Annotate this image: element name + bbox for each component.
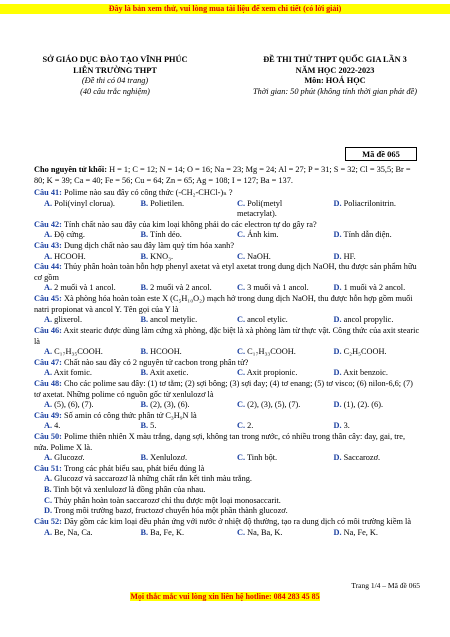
option-text: 3. [341, 421, 350, 431]
question-stem: Polime nào sau đây có công thức (-CH₂-CHCl-)ₙ ? [61, 188, 233, 197]
question-41 [34, 188, 420, 199]
answer-option[interactable] [131, 283, 228, 294]
question-stem: Dung dịch chất nào sau đây làm quỳ tím hóa xanh? [61, 241, 235, 251]
option-text: Glucozơ. [52, 453, 85, 463]
option-letter: D. [333, 527, 342, 537]
option-text: 5. [148, 421, 157, 431]
option-text: Ba, Fe, K. [148, 527, 185, 537]
question-49 [34, 411, 420, 422]
option-letter: B. [140, 230, 149, 240]
option-letter: B. [140, 368, 149, 378]
option-text: KNO₃. [148, 251, 174, 261]
option-text: Saccarozơ. [341, 453, 381, 463]
subject: Môn: HOÁ HỌC [304, 76, 366, 86]
option-letter: D. [333, 315, 342, 325]
question-stem: Tính chất nào sau đây của kim loại không phải do các electron tự do gây ra? [61, 219, 317, 229]
option-letter: C. [237, 421, 246, 431]
question-47 [34, 358, 420, 369]
question-42 [34, 220, 420, 231]
answer-option[interactable] [131, 528, 228, 539]
option-letter: B. [140, 453, 149, 463]
answer-option[interactable] [324, 528, 421, 539]
option-text: Axit axetic. [148, 368, 189, 378]
answer-option[interactable] [34, 528, 131, 539]
option-text: Poli(vinyl clorua). [52, 198, 115, 208]
option-letter: C. [237, 315, 246, 325]
option-text: Tính dẻo. [148, 230, 182, 240]
answer-option[interactable] [34, 453, 131, 464]
question-stem: Dãy gồm các kim loại đều phản ứng với nước ở nhiệt độ thường, tạo ra dung dịch có môi trường kiềm là [61, 516, 412, 526]
option-text: ancol propylic. [341, 315, 394, 325]
options-row [34, 528, 420, 539]
answer-option[interactable] [227, 347, 324, 358]
option-letter: B. [140, 315, 149, 325]
question-stem: Xà phòng hóa hoàn toàn este X (C₅H₁₀O₂) mạch hở trong dung dịch NaOH, thu được hỗn hợp gồm muối natri propionat và ancol Y. Tên gọi của Y là [34, 294, 413, 314]
option-letter: C. [44, 495, 53, 505]
option-letter: C. [237, 230, 246, 240]
answer-option[interactable] [227, 368, 324, 379]
option-text: Axit benzoic. [341, 368, 388, 378]
options-row [34, 347, 420, 358]
option-letter: C. [237, 347, 246, 357]
answer-option[interactable] [227, 230, 324, 241]
page-count: (Đề thi có 04 trang) [81, 76, 149, 86]
header-right [230, 55, 440, 97]
answer-option[interactable] [131, 199, 228, 220]
option-text: 1 muối và 2 ancol. [341, 283, 406, 293]
preview-banner [0, 4, 450, 14]
answer-option[interactable] [131, 453, 228, 464]
option-text: (1), (2). (6). [341, 400, 384, 410]
question-stem: Số amin có công thức phân tử C₃H₉N là [61, 410, 197, 420]
hotline-text: Mọi thắc mắc vui lòng xin liên hệ hotline: 084 283 45 85 [130, 592, 320, 601]
option-letter: D. [333, 283, 342, 293]
option-text: glixerol. [52, 315, 83, 325]
answer-option[interactable] [324, 421, 421, 432]
option-letter: D. [333, 421, 342, 431]
question-stem: Polime thiên nhiên X màu trắng, dạng sợi, không tan trong nước, có nhiều trong thân cây: đay, gai, tre, nứa. Polime X là. [34, 432, 406, 452]
option-text: C₁₇H₃₃COOH. [245, 347, 296, 357]
option-text: Glucozơ và saccarozơ là những chất rắn kết tinh màu trắng. [52, 474, 252, 484]
answer-option[interactable] [324, 230, 421, 241]
option-letter: A. [44, 230, 53, 240]
answer-option[interactable] [34, 252, 131, 263]
answer-option[interactable] [324, 199, 421, 220]
option-text: HCOOH. [148, 347, 182, 357]
question-51 [34, 464, 420, 475]
atomic-masses-label: Cho nguyên tử khối: [34, 165, 107, 174]
hotline-banner [0, 592, 450, 602]
answer-option[interactable] [34, 199, 131, 220]
option-text: Độ cứng. [52, 230, 85, 240]
answer-option[interactable] [131, 252, 228, 263]
answer-option[interactable] [34, 421, 131, 432]
question-stem: Trong các phát biểu sau, phát biểu đúng là [61, 463, 205, 473]
option-text: NaOH. [245, 251, 271, 261]
question-stem: Chất nào sau đây có 2 nguyên tử cacbon trong phân tử? [61, 357, 249, 367]
option-letter: A. [44, 283, 53, 293]
question-number: Câu 48: [34, 378, 62, 388]
question-number: Câu 41: [34, 188, 62, 197]
option-letter: B. [140, 251, 149, 261]
question-number: Câu 46: [34, 325, 62, 335]
option-text: (2), (3), (5), (7). [245, 400, 301, 410]
atomic-masses [34, 165, 420, 186]
answer-option[interactable] [227, 252, 324, 263]
option-text: C₁₇H₃₅COOH. [52, 347, 103, 357]
answer-option[interactable] [227, 400, 324, 411]
option-text: Xenlulozơ. [148, 453, 188, 463]
answer-option[interactable] [131, 400, 228, 411]
option-letter: C. [237, 400, 246, 410]
answer-option[interactable] [227, 421, 324, 432]
option-letter: C. [237, 198, 246, 208]
question-number: Câu 52: [34, 516, 62, 526]
options-row [34, 252, 420, 263]
answer-option[interactable] [34, 506, 420, 517]
question-number: Câu 51: [34, 463, 62, 473]
option-text: Trong môi trường bazơ, fructozơ chuyển hóa một phần thành glucozơ. [52, 506, 288, 516]
option-letter: B. [140, 400, 149, 410]
question-45 [34, 294, 420, 315]
option-text: Na, Fe, K. [341, 527, 378, 537]
option-text: ancol metylic. [148, 315, 198, 325]
answer-option[interactable] [324, 400, 421, 411]
option-letter: D. [44, 506, 53, 516]
options-row [34, 400, 420, 411]
option-text: ancol etylic. [245, 315, 288, 325]
option-letter: B. [44, 485, 52, 495]
question-number: Câu 44: [34, 262, 62, 272]
option-letter: D. [333, 198, 342, 208]
answer-option[interactable] [131, 315, 228, 326]
option-text: (5), (6), (7). [52, 400, 94, 410]
preview-banner-text: Đây là bản xem thử, vui lòng mua tài liệu để xem chi tiết (có lời giải) [108, 4, 342, 13]
answer-option[interactable] [131, 368, 228, 379]
answer-option[interactable] [324, 368, 421, 379]
answer-option[interactable] [131, 421, 228, 432]
option-letter: B. [140, 198, 149, 208]
answer-option[interactable] [34, 283, 131, 294]
question-number: Câu 42: [34, 219, 62, 229]
option-letter: C. [237, 368, 246, 378]
exam-title: ĐỀ THI THỬ THPT QUỐC GIA LẦN 3 [263, 55, 407, 64]
option-text: Tinh bột và xenlulozơ là đồng phân của nhau. [51, 485, 206, 495]
option-text: Na, Ba, K. [245, 527, 283, 537]
answer-option[interactable] [34, 315, 131, 326]
option-letter: B. [140, 347, 149, 357]
options-row [34, 199, 420, 220]
answer-option[interactable] [34, 496, 420, 507]
option-letter: A. [44, 198, 53, 208]
answer-option[interactable] [34, 368, 131, 379]
answer-option[interactable] [34, 230, 131, 241]
answer-option[interactable] [227, 199, 324, 220]
options-row [34, 453, 420, 464]
option-letter: A. [44, 400, 53, 410]
option-text: Tinh bột. [245, 453, 278, 463]
answer-option[interactable] [324, 315, 421, 326]
option-text: Ánh kim. [245, 230, 279, 240]
option-letter: A. [44, 474, 53, 484]
option-text: C₂H₅COOH. [341, 347, 387, 357]
option-text: Be, Na, Ca. [52, 527, 93, 537]
option-text: Axit fomic. [52, 368, 92, 378]
answer-option[interactable] [324, 453, 421, 464]
question-number: Câu 49: [34, 410, 62, 420]
answer-option[interactable] [227, 453, 324, 464]
question-50 [34, 432, 420, 453]
answer-option[interactable] [34, 400, 131, 411]
question-46 [34, 326, 420, 347]
answer-option[interactable] [227, 528, 324, 539]
question-number: Câu 45: [34, 294, 62, 304]
option-text: 2. [245, 421, 254, 431]
question-list [34, 188, 420, 538]
option-text: (2), (3), (6). [148, 400, 190, 410]
page-footer: Trang 1/4 – Mã đề 065 [351, 581, 420, 590]
option-letter: D. [333, 453, 342, 463]
option-letter: B. [140, 527, 149, 537]
answer-option[interactable] [227, 315, 324, 326]
atomic-masses-values: H = 1; C = 12; N = 14; O = 16; Na = 23; Mg = 24; Al = 27; P = 31; S = 32; Cl = 35,5; Br = 80; K = 39; Ca = 40; Fe = 56; Cu = 64; Zn = 65; Ag = 108; I = 127; Ba = 137. [34, 165, 411, 185]
option-letter: C. [237, 283, 246, 293]
options-row [34, 421, 420, 432]
options-row [34, 368, 420, 379]
school-year: NĂM HỌC 2022-2023 [295, 65, 375, 75]
answer-option[interactable] [324, 283, 421, 294]
question-number: Câu 43: [34, 241, 62, 251]
option-letter: D. [333, 368, 342, 378]
option-text: 3 muối và 1 ancol. [245, 283, 309, 293]
option-letter: D. [333, 400, 342, 410]
option-letter: A. [44, 251, 53, 261]
option-text: Axit propionic. [245, 368, 298, 378]
option-letter: D. [333, 251, 342, 261]
question-stem: Cho các polime sau đây: (1) tơ tằm; (2) sợi bông; (3) sợi đay; (4) tơ enang; (5) tơ visco; (6) nilon-6,6; (7) tơ axetat. Những polime có nguồn gốc từ xenlulozơ là [34, 378, 413, 399]
options-row [34, 230, 420, 241]
question-43 [34, 241, 420, 252]
option-text: Poli(metyl metacrylat). [237, 198, 283, 219]
header-left [30, 55, 200, 97]
school-name: LIÊN TRƯỜNG THPT [73, 65, 157, 75]
option-text: HF. [341, 251, 356, 261]
option-text: 2 muối và 2 ancol. [148, 283, 212, 293]
option-letter: B. [140, 283, 149, 293]
option-letter: A. [44, 453, 53, 463]
option-letter: D. [333, 347, 342, 357]
option-letter: B. [140, 421, 149, 431]
exam-time: Thời gian: 50 phút (không tính thời gian phát đề) [253, 86, 417, 96]
question-stem: Thủy phân hoàn toàn hỗn hợp phenyl axetat và etyl axetat trong dung dịch NaOH, thu được sản phẩm hữu cơ gồm [34, 262, 417, 282]
option-text: Tính dẫn điện. [341, 230, 392, 240]
answer-option[interactable] [227, 283, 324, 294]
option-text: 4. [52, 421, 61, 431]
question-number: Câu 50: [34, 432, 62, 442]
option-letter: A. [44, 347, 53, 357]
option-letter: A. [44, 368, 53, 378]
question-number: Câu 47: [34, 357, 62, 367]
answer-option[interactable] [34, 347, 131, 358]
answer-option[interactable] [324, 347, 421, 358]
answer-option[interactable] [131, 347, 228, 358]
options-row [34, 283, 420, 294]
question-48 [34, 379, 420, 400]
option-letter: C. [237, 527, 246, 537]
option-text: HCOOH. [52, 251, 86, 261]
option-text: Thủy phân hoàn toàn saccarozơ chỉ thu được một loại monosaccarit. [52, 495, 281, 505]
option-text: Poliacrilonitrin. [341, 198, 396, 208]
answer-option[interactable] [34, 474, 420, 485]
option-text: Polietilen. [148, 198, 185, 208]
option-letter: D. [333, 230, 342, 240]
option-letter: A. [44, 527, 53, 537]
question-stem: Axit stearic được dùng làm cứng xà phòng, đặc biệt là xà phòng làm từ thực vật. Công thức của axit stearic là [34, 325, 420, 346]
question-52 [34, 517, 420, 528]
answer-option[interactable] [131, 230, 228, 241]
option-letter: C. [237, 453, 246, 463]
exam-code-box: Mã đề 065 [345, 147, 417, 161]
question-count: (40 câu trắc nghiệm) [80, 86, 150, 96]
options-row [34, 315, 420, 326]
answer-option[interactable] [34, 485, 420, 496]
option-text: 2 muối và 1 ancol. [52, 283, 116, 293]
option-letter: C. [237, 251, 246, 261]
department-name: SỞ GIÁO DỤC ĐÀO TẠO VĨNH PHÚC [42, 55, 188, 64]
question-44 [34, 262, 420, 283]
answer-option[interactable] [324, 252, 421, 263]
option-letter: A. [44, 421, 53, 431]
option-letter: A. [44, 315, 53, 325]
